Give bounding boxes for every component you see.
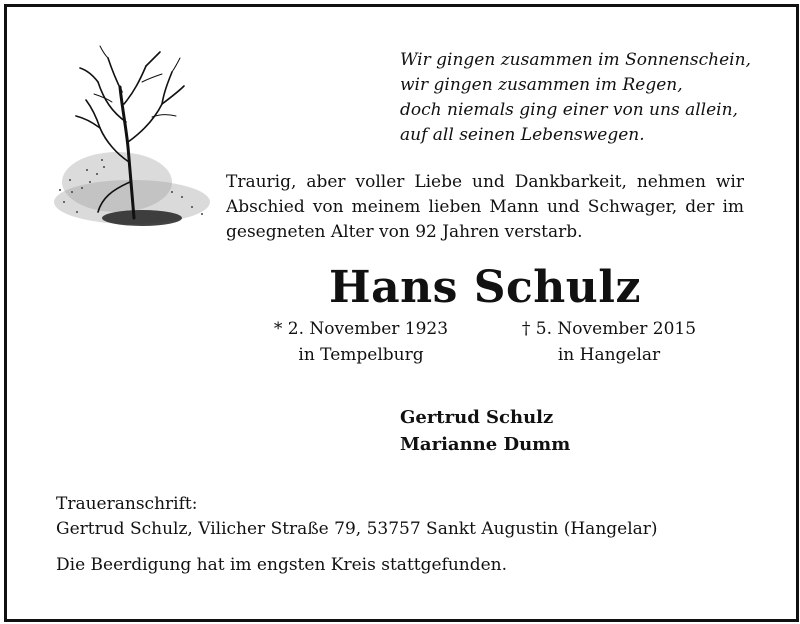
tree-illustration (42, 42, 222, 242)
poem (400, 48, 780, 148)
birth-info (268, 316, 454, 368)
mourner-name: Gertrud Schulz (400, 407, 554, 428)
intro-text: Traurig, aber voller Liebe und Dankbarkeit, nehmen wir Abschied von meinem lieben Mann und Schwager, der im gesegneten Alter von 92 Jahren verstarb. (226, 172, 744, 242)
poem-line: wir gingen zusammen im Regen, (400, 75, 683, 95)
death-date: † 5. November 2015 (521, 319, 697, 339)
funeral-note: Die Beerdigung hat im engsten Kreis stattgefunden. (56, 555, 508, 575)
death-info (514, 316, 704, 368)
birth-date: * 2. November 1923 (273, 319, 449, 339)
address-label: Traueranschrift: (56, 494, 198, 514)
poem-line: Wir gingen zusammen im Sonnenschein, (400, 50, 751, 70)
birth-place: in Tempelburg (298, 345, 424, 365)
death-place: in Hangelar (557, 345, 661, 365)
address-line: Gertrud Schulz, Vilicher Straße 79, 53757 Sankt Augustin (Hangelar) (56, 519, 658, 539)
poem-line: doch niemals ging einer von uns allein, (400, 100, 738, 120)
mourning-address (56, 492, 658, 542)
poem-line: auf all seinen Lebenswegen. (400, 125, 645, 145)
deceased-name: Hans Schulz (329, 262, 641, 313)
mourners-list (400, 404, 570, 458)
mourner-name: Marianne Dumm (400, 434, 571, 455)
